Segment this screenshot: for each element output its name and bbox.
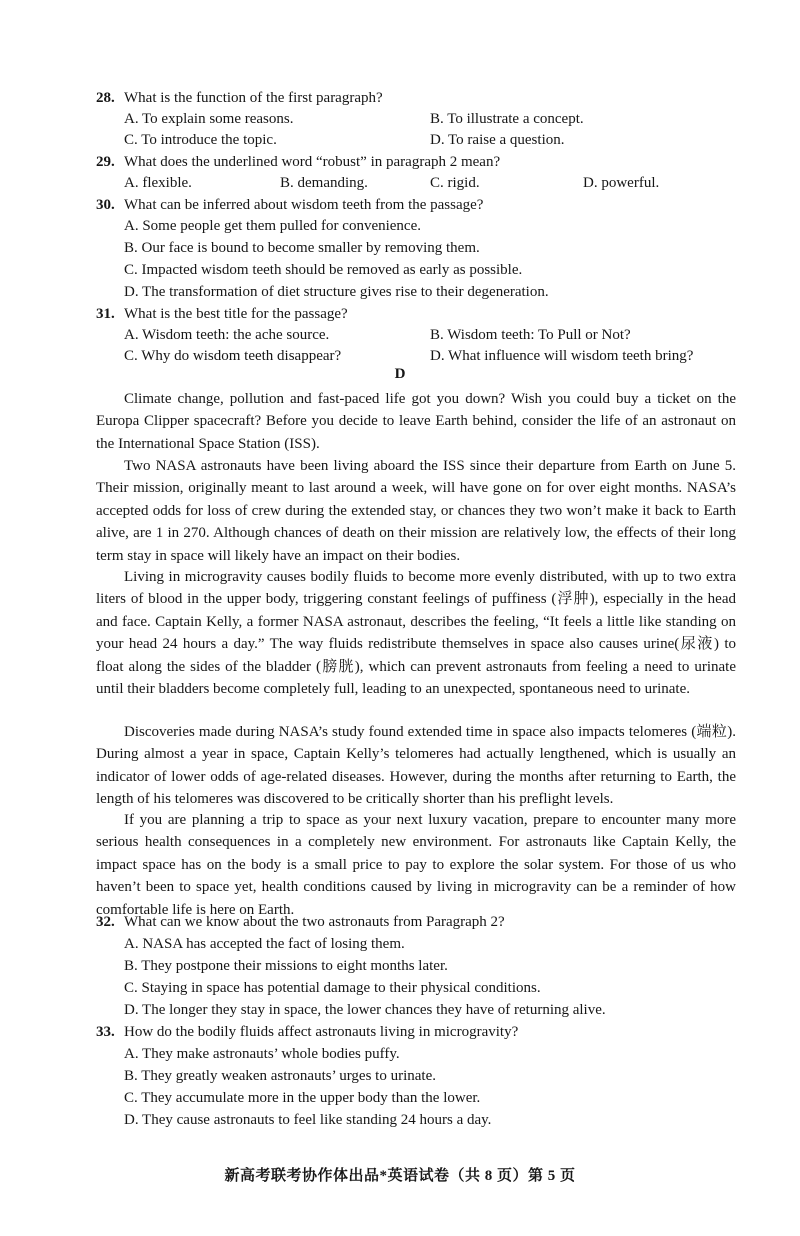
question-stem: What does the underlined word “robust” in paragraph 2 mean?: [124, 154, 501, 170]
option-29c: C. rigid.: [430, 175, 480, 191]
option-30b: B. Our face is bound to become smaller by removing them.: [124, 240, 480, 256]
option-30d: D. The transformation of diet structure gives rise to their degeneration.: [124, 284, 549, 300]
option-30a: A. Some people get them pulled for convenience.: [124, 218, 421, 234]
option-31b: B. Wisdom teeth: To Pull or Not?: [430, 327, 631, 343]
question-28: [96, 88, 720, 110]
passage-paragraph-4: Discoveries made during NASA’s study found extended time in space also impacts telomeres (端粒). During almost a year in space, Captain Kelly’s telomeres had actually lengthened, which is usually an indicator of lower odds of age-related diseases. However, during the months after returning to Earth, the length of his telomeres was discovered to be critically shorter than his preflight levels.: [96, 724, 736, 808]
question-stem: What can be inferred about wisdom teeth from the passage?: [124, 197, 484, 213]
option-33d: D. They cause astronauts to feel like standing 24 hours a day.: [124, 1112, 492, 1128]
option-33b: B. They greatly weaken astronauts’ urges to urinate.: [124, 1068, 436, 1084]
question-stem: How do the bodily fluids affect astronauts living in microgravity?: [124, 1024, 519, 1040]
option-30c: C. Impacted wisdom teeth should be removed as early as possible.: [124, 262, 523, 278]
question-number: 29.: [96, 154, 115, 170]
option-28b: B. To illustrate a concept.: [430, 111, 584, 127]
option-29d: D. powerful.: [583, 175, 660, 191]
passage-paragraph-5: If you are planning a trip to space as your next luxury vacation, prepare to encounter many more serious health consequences in a completely new environment. For astronauts like Captain Kelly, the impact space has on the body is a small price to pay to explore the solar system. For those of us who haven’t been to space yet, health conditions caused by living in microgravity can be a reminder of how comfortable life is here on Earth.: [96, 812, 736, 918]
question-number: 30.: [96, 197, 115, 213]
option-33c: C. They accumulate more in the upper body than the lower.: [124, 1090, 481, 1106]
question-number: 33.: [96, 1024, 115, 1040]
question-number: 32.: [96, 914, 115, 930]
question-stem: What is the function of the first paragraph?: [124, 90, 383, 106]
passage-paragraph-2: Two NASA astronauts have been living aboard the ISS since their departure from Earth on June 5. Their mission, originally meant to last around a week, will have gone on for over eight months. NASA’s accepted odds for loss of crew during the extended stay, or chances they two won’t make it back to Earth alive, are 1 in 270. Although chances of death on their mission are relatively low, the effects of their long term stay in space will likely have an impact on their bodies.: [96, 458, 736, 564]
question-32: [96, 912, 720, 934]
option-28a: A. To explain some reasons.: [124, 111, 294, 127]
option-28d: D. To raise a question.: [430, 132, 565, 148]
option-33a: A. They make astronauts’ whole bodies puffy.: [124, 1046, 400, 1062]
question-31: [96, 304, 720, 326]
option-32d: D. The longer they stay in space, the lower chances they have of returning alive.: [124, 1002, 606, 1018]
option-31a: A. Wisdom teeth: the ache source.: [124, 327, 330, 343]
option-32a: A. NASA has accepted the fact of losing them.: [124, 936, 405, 952]
option-31c: C. Why do wisdom teeth disappear?: [124, 348, 342, 364]
option-28c: C. To introduce the topic.: [124, 132, 277, 148]
passage-paragraph-1: Climate change, pollution and fast-paced life got you down? Wish you could buy a ticket on the Europa Clipper spacecraft? Before you decide to leave Earth behind, consider the life of an astronaut on the International Space Station (ISS).: [96, 391, 736, 452]
option-31d: D. What influence will wisdom teeth bring?: [430, 348, 694, 364]
page-footer: 新高考联考协作体出品*英语试卷（共 8 页）第 5 页: [224, 1168, 576, 1184]
option-29b: B. demanding.: [280, 175, 368, 191]
option-32c: C. Staying in space has potential damage to their physical conditions.: [124, 980, 541, 996]
question-stem: What is the best title for the passage?: [124, 306, 348, 322]
option-29a: A. flexible.: [124, 175, 192, 191]
section-letter-d: D: [394, 366, 406, 382]
question-number: 31.: [96, 306, 115, 322]
question-29: [96, 152, 720, 174]
question-number: 28.: [96, 90, 115, 106]
question-33: [96, 1022, 720, 1044]
question-30: [96, 195, 720, 217]
option-32b: B. They postpone their missions to eight months later.: [124, 958, 448, 974]
question-stem: What can we know about the two astronauts from Paragraph 2?: [124, 914, 505, 930]
passage-paragraph-3: Living in microgravity causes bodily fluids to become more evenly distributed, with up to two extra liters of blood in the upper body, triggering constant feelings of puffiness (浮肿), especially in the head and face. Captain Kelly, a former NASA astronaut, describes the feeling, “It feels a little like standing on your head 24 hours a day.” The way fluids redistribute themselves in space also causes urine(尿液) to float along the sides of the bladder (膀胱), which can prevent astronauts from feeling a need to urinate until their bladders become completely full, leading to an unexpected, spontaneous need to urinate.: [96, 569, 736, 698]
